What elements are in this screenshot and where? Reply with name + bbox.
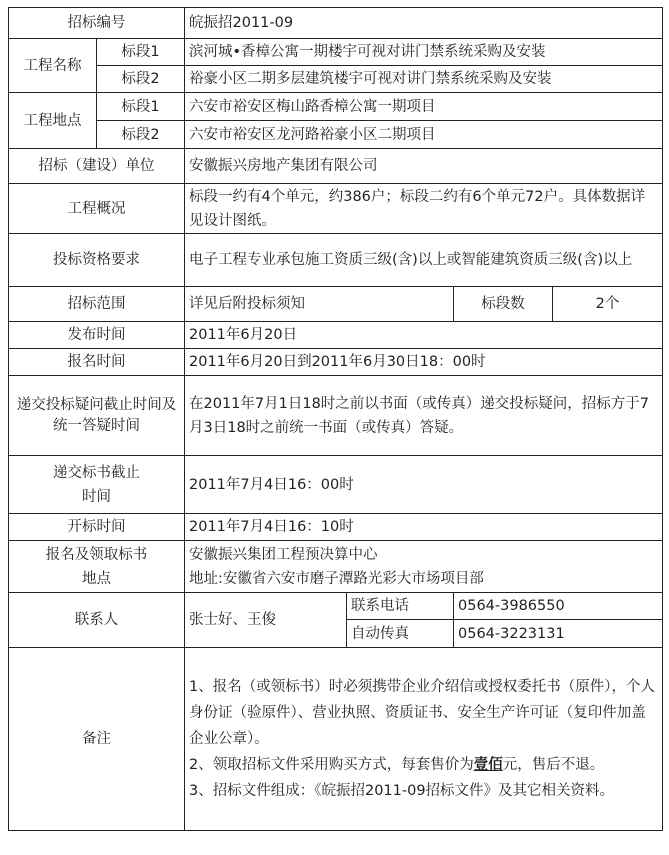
row-qualification: [9, 234, 663, 287]
row-opening-time: [9, 514, 663, 541]
site-section-1-label: 标段1: [97, 93, 185, 121]
row-publish-time: [9, 322, 663, 349]
note-item-2-price: 壹佰: [473, 757, 503, 773]
row-bid-no: [9, 8, 663, 39]
contact-label: 联系人: [9, 593, 185, 648]
scope-label: 招标范围: [9, 287, 185, 322]
row-project-name-2: [9, 66, 663, 93]
row-scope: [9, 287, 663, 322]
overview-label: 工程概况: [9, 184, 185, 234]
publish-time-value: 2011年6月20日: [185, 322, 663, 349]
row-register-time: [9, 349, 663, 376]
note-item-3: 3、招标文件组成：《皖振招2011-09招标文件》及其它相关资料。: [189, 783, 615, 799]
row-overview: [9, 184, 663, 234]
section-1-label: 标段1: [97, 39, 185, 66]
project-site-label: 工程地点: [9, 93, 97, 149]
question-deadline-value: 在2011年7月1日18时之前以书面（或传真）递交投标疑问，招标方于7月3日18时之前统一书面（或传真）答疑。: [185, 376, 663, 456]
project-site-section-1: 六安市裕安区梅山路香樟公寓一期项目: [185, 93, 663, 121]
project-name-section-2: 裕豪小区二期多层建筑楼宇可视对讲门禁系统采购及安装: [185, 66, 663, 93]
question-deadline-label: 递交投标疑问截止时间及统一答疑时间: [9, 376, 185, 456]
row-project-site-2: [9, 121, 663, 149]
owner-value: 安徽振兴房地产集团有限公司: [185, 149, 663, 184]
row-notes: [9, 648, 663, 831]
note-item-2-text: 2、领取招标文件采用购买方式，每套售价为: [189, 757, 474, 773]
publish-time-label: 发布时间: [9, 322, 185, 349]
row-project-site-1: [9, 93, 663, 121]
notes-value: [185, 648, 663, 831]
row-question-deadline: [9, 376, 663, 456]
phone-label: 联系电话: [347, 593, 454, 620]
tender-notice-table: [8, 7, 663, 831]
qualification-label: 投标资格要求: [9, 234, 185, 287]
location-line-2: 地址:安徽省六安市磨子潭路光彩大市场项目部: [189, 570, 484, 587]
row-owner: [9, 149, 663, 184]
overview-value: 标段一约有4个单元，约386户；标段二约有6个单元72户。具体数据详见设计图纸。: [185, 184, 663, 234]
opening-time-label: 开标时间: [9, 514, 185, 541]
location-label: 报名及领取标书地点: [9, 541, 185, 593]
register-time-value: 2011年6月20日到2011年6月30日18：00时: [185, 349, 663, 376]
notes-label: 备注: [9, 648, 185, 831]
contact-names: 张士好、王俊: [185, 593, 347, 648]
bid-no-value: 皖振招2011-09: [185, 8, 663, 39]
project-name-label: 工程名称: [9, 39, 97, 93]
fax-label: 自动传真: [347, 620, 454, 648]
row-location: [9, 541, 663, 593]
section-count-label: 标段数: [454, 287, 553, 322]
note-item-2: [189, 752, 658, 778]
note-item-2-tail: 元，售后不退。: [502, 757, 605, 773]
scope-value: 详见后附投标须知: [185, 287, 454, 322]
note-item-1: 1、报名（或领标书）时必须携带企业介绍信或授权委托书（原件），个人身份证（验原件）、营业执照、资质证书、安全生产许可证（复印件加盖企业公章）。: [189, 679, 655, 747]
project-name-section-1: 滨河城•香樟公寓一期楼宇可视对讲门禁系统采购及安装: [185, 39, 663, 66]
row-submit-deadline: [9, 456, 663, 514]
location-value: [185, 541, 663, 593]
project-site-section-2: 六安市裕安区龙河路裕豪小区二期项目: [185, 121, 663, 149]
submit-deadline-value: 2011年7月4日16：00时: [185, 456, 663, 514]
phone-value: 0564-3986550: [454, 593, 663, 620]
register-time-label: 报名时间: [9, 349, 185, 376]
opening-time-value: 2011年7月4日16：10时: [185, 514, 663, 541]
row-contact-1: [9, 593, 663, 620]
section-count-value: 2个: [553, 287, 663, 322]
location-line-1: 安徽振兴集团工程预决算中心: [189, 546, 378, 563]
owner-label: 招标（建设）单位: [9, 149, 185, 184]
bid-no-label: 招标编号: [9, 8, 185, 39]
row-project-name-1: [9, 39, 663, 66]
qualification-value: 电子工程专业承包施工资质三级(含)以上或智能建筑资质三级(含)以上: [185, 234, 663, 287]
site-section-2-label: 标段2: [97, 121, 185, 149]
section-2-label: 标段2: [97, 66, 185, 93]
submit-deadline-label: 递交标书截止时间: [9, 456, 185, 514]
fax-value: 0564-3223131: [454, 620, 663, 648]
